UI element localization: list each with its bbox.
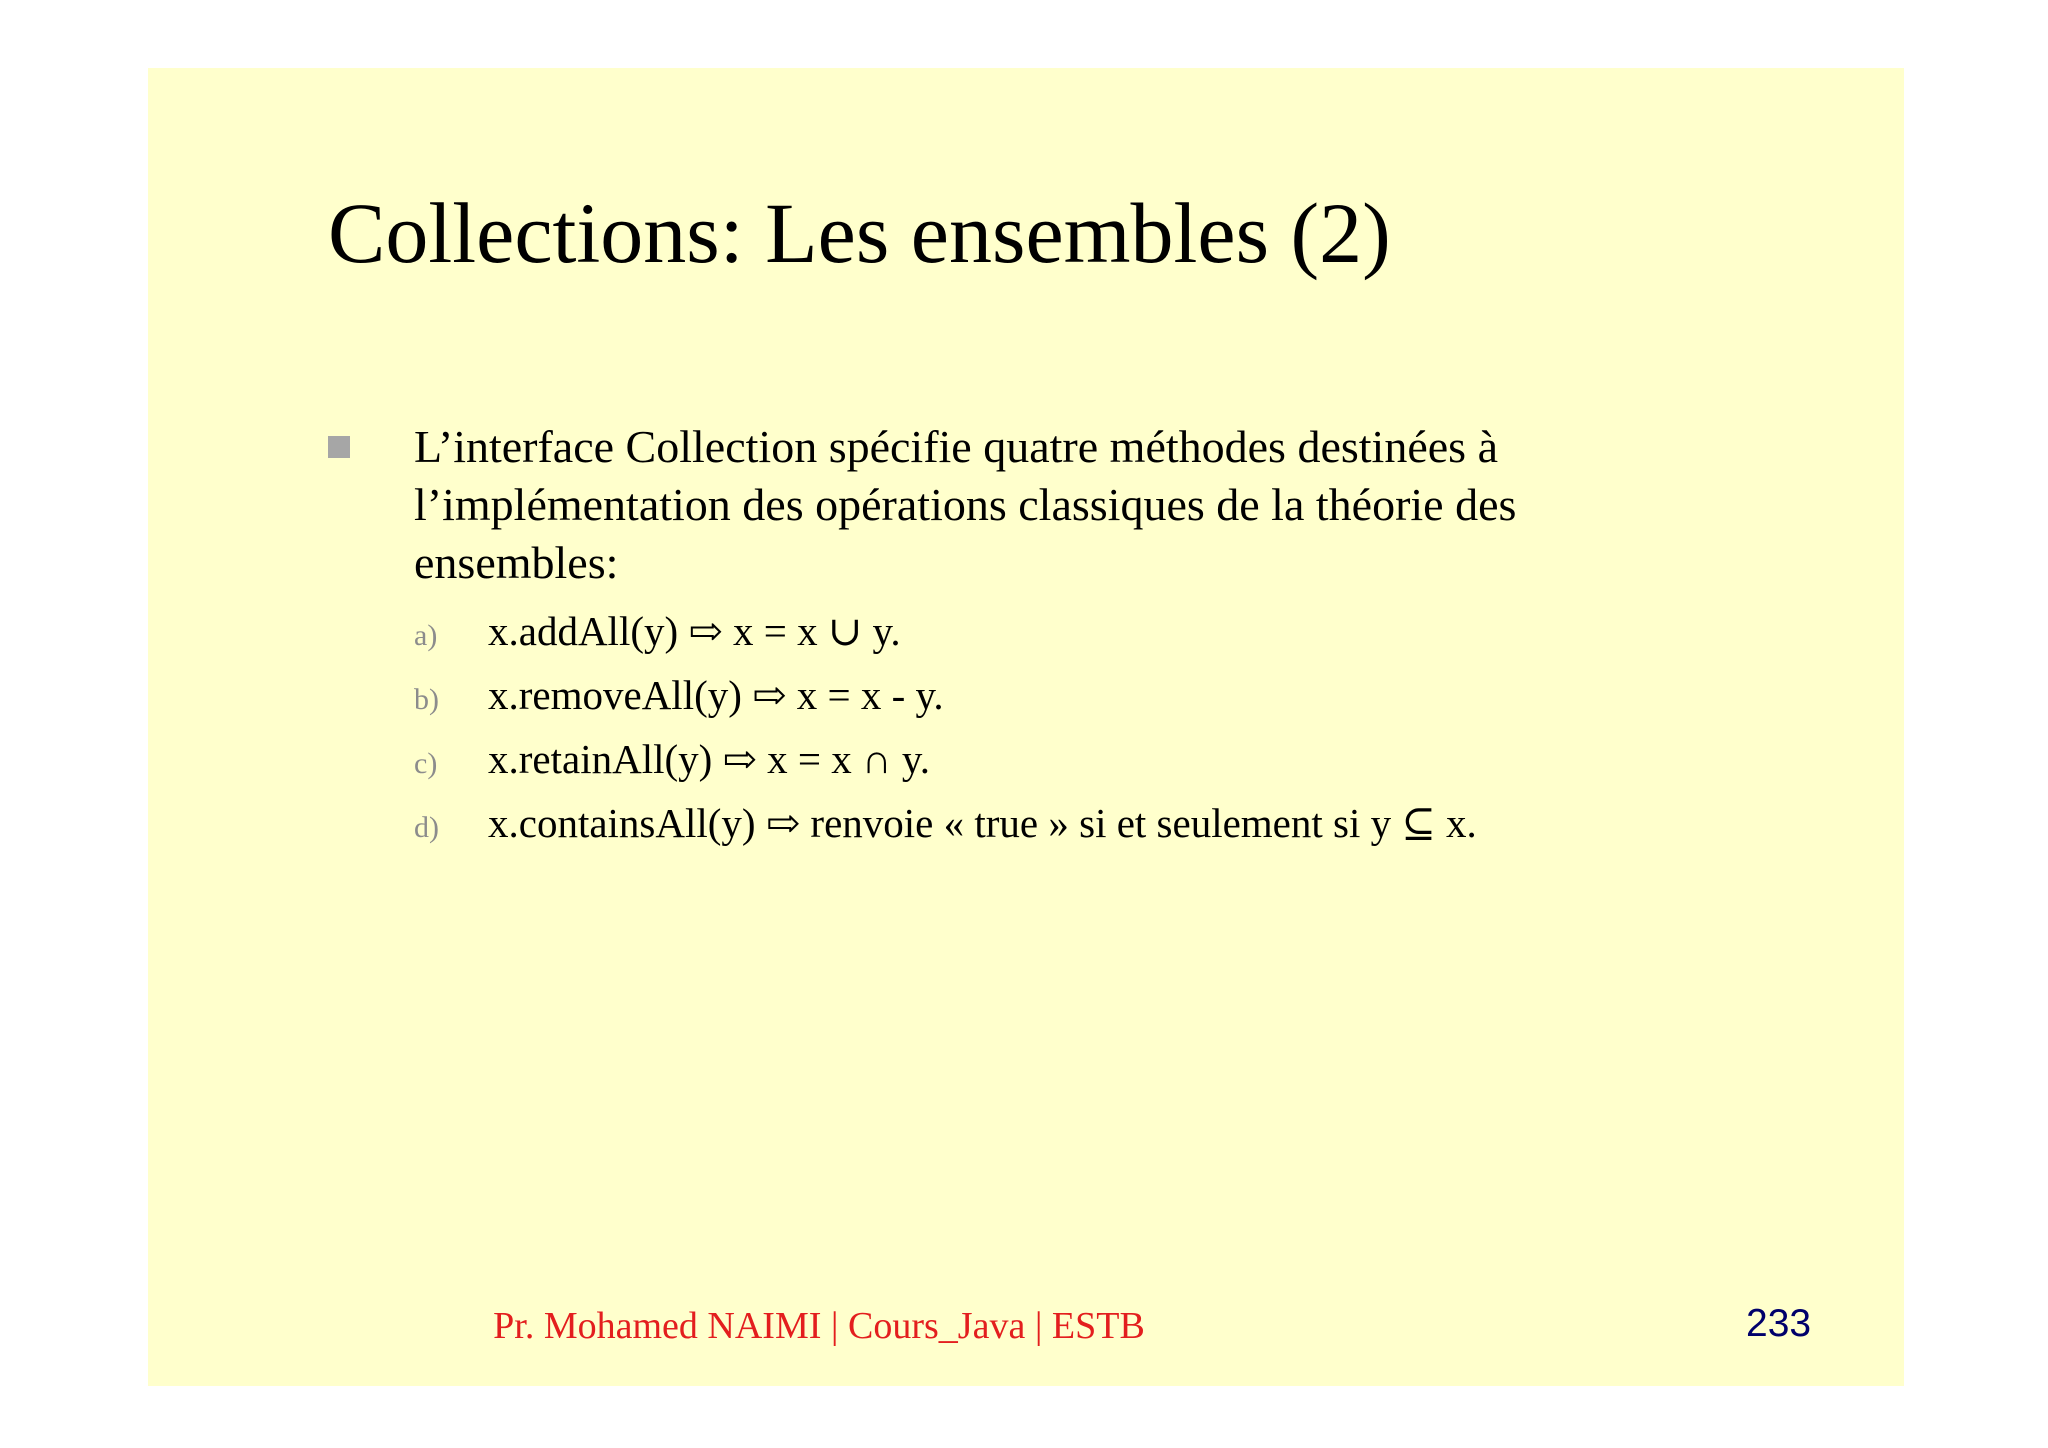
method-item-retainall bbox=[414, 730, 1728, 794]
list-marker: a) bbox=[414, 619, 438, 652]
page-number: 233 bbox=[1746, 1302, 1812, 1345]
method-list bbox=[414, 602, 1728, 858]
method-item-addall bbox=[414, 602, 1728, 666]
slide-title: Collections: Les ensembles (2) bbox=[328, 185, 1391, 281]
slide-footer: Pr. Mohamed NAIMI | Cours_Java | ESTB bbox=[493, 1305, 1145, 1347]
list-marker: d) bbox=[414, 811, 439, 844]
method-text: x.addAll(y) ⇨ x = x ∪ y. bbox=[488, 608, 901, 654]
method-item-containsall bbox=[414, 794, 1728, 858]
square-bullet-icon bbox=[328, 436, 350, 458]
method-text: x.containsAll(y) ⇨ renvoie « true » si et seulement si y ⊆ x. bbox=[488, 800, 1477, 846]
slide bbox=[148, 68, 1904, 1386]
list-marker: b) bbox=[414, 683, 439, 716]
method-text: x.retainAll(y) ⇨ x = x ∩ y. bbox=[488, 736, 930, 782]
method-text: x.removeAll(y) ⇨ x = x - y. bbox=[488, 672, 944, 718]
method-item-removeall bbox=[414, 666, 1728, 730]
list-marker: c) bbox=[414, 747, 438, 780]
bullet-text: L’interface Collection spécifie quatre méthodes destinées à l’implémentation des opérations classiques de la théorie des ensembles: bbox=[414, 421, 1517, 588]
bullet-point bbox=[328, 418, 1728, 858]
